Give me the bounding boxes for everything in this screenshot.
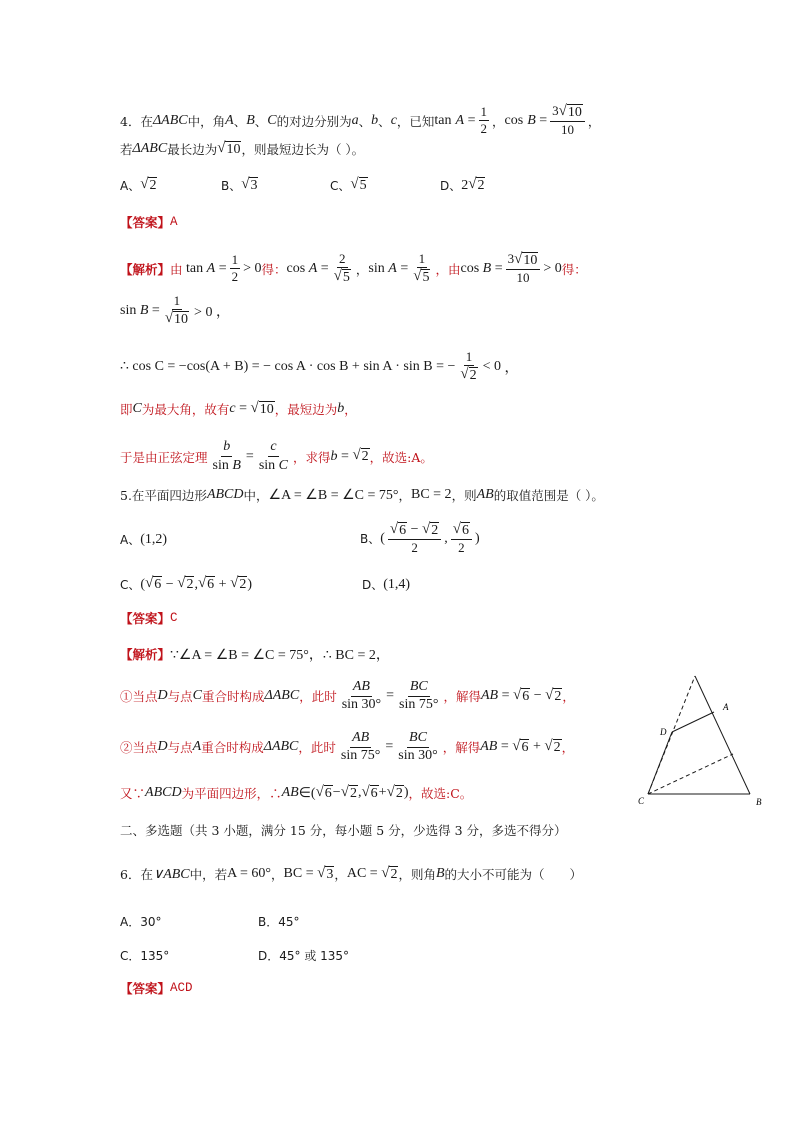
figure-label-c: C bbox=[638, 796, 645, 806]
sol-text: 得： bbox=[261, 261, 287, 277]
q4-var-a: a bbox=[351, 112, 359, 128]
q4-stem-line1: 4．在 ΔABC 中，角 A 、 B 、 C 的对边分别为 a 、 b 、 c ，已知 tan A = $\frac{1}{2}$ ， cos B = 3 √ 10 10 ， bbox=[120, 103, 601, 138]
q4-answer bbox=[120, 213, 178, 231]
q4-option-b[interactable]: B、 √ 3 bbox=[221, 176, 258, 194]
solution-label: 【解析】 bbox=[120, 261, 171, 277]
q4-text: 若 bbox=[120, 142, 133, 157]
q4-solution-line5: 于是由正弦定理 $\frac{b}{\text{sin B}}$ = $\frac{c}{\text{sin C}}$ ，求得 b = √ 2 ，故选:A。 bbox=[120, 439, 433, 473]
figure-svg bbox=[636, 670, 776, 810]
q4-var-a-upper: A bbox=[225, 112, 234, 128]
q4-var-b: b bbox=[371, 112, 379, 128]
q4-text: ，已知 bbox=[396, 113, 435, 129]
answer-value: A bbox=[170, 215, 178, 229]
q6-option-d[interactable]: D．45° 或 135° bbox=[258, 949, 350, 963]
sol-gt0: > 0 bbox=[243, 260, 262, 276]
q6-option-c[interactable]: C．135° bbox=[120, 949, 170, 963]
figure-label-a: A bbox=[723, 702, 729, 712]
q6-option-b[interactable]: B．45° bbox=[258, 915, 300, 929]
figure-label-b: B bbox=[756, 797, 762, 807]
q5-solution-final: 又∵ ABCD 为平面四边形，∴ AB ∈( √ 6 − √ 2 , √ 6 + √ 2 ) ，故选:C。 bbox=[120, 783, 473, 801]
answer-label: 【答案】 bbox=[120, 215, 171, 230]
q4-text: 最长边为 bbox=[167, 142, 218, 157]
q4-comma: ， bbox=[492, 113, 505, 129]
q5-option-a[interactable]: A、 (1,2) bbox=[120, 531, 168, 547]
q5-answer: 【答案】 C bbox=[120, 611, 178, 626]
q5-solution-case1: ①当点 D 与点 C 重合时构成 ΔABC ，此时 $\frac{AB}{\sin 30^\circ}$ = $\frac{BC}{\sin 75^\circ}$ ，解得 AB = √ 6 − √ 2 ， bbox=[120, 679, 575, 712]
q4-option-d[interactable]: D、 2 √ 2 bbox=[440, 176, 485, 194]
q4-sep: 、 bbox=[254, 113, 268, 129]
q4-solution-line2: sin B = 1 √ 10 > 0 ， bbox=[120, 293, 230, 327]
q5-option-b[interactable]: B、 ( √ 6 − √ 2 2 , √ 6 2 ) bbox=[360, 521, 480, 556]
sol-lt0: < 0 bbox=[482, 358, 502, 374]
q4-tan: tan bbox=[434, 112, 452, 128]
figure-label-d: D bbox=[660, 727, 667, 737]
q6-answer: 【答案】 ACD bbox=[120, 981, 193, 996]
q6-stem: 6．在 ∨ABC 中，若 A = 60° ， BC = √ 3 ， AC = √ 2 ，则角 B 的大小不可能为（ ） bbox=[120, 864, 583, 882]
q4-solution-line4: 即 C 为最大角，故有 c = √ 10 ，最短边为 b ， bbox=[120, 399, 357, 417]
q4-solution-line1: 【解析】 由 tan A = $\frac{1}{2}$ > 0 得： cos A = 2 √ 5 ， sin A = 1 √ 5 ，由 cos B = 3 √ 10 10 > 0 得： bbox=[120, 251, 587, 286]
q5-stem: 5.在平面四边形 ABCD 中， ∠A = ∠B = ∠C = 75° ， BC = 2 ，则 AB 的取值范围是（ ）。 bbox=[120, 487, 604, 503]
q4-stem-line2 bbox=[120, 140, 364, 158]
sol-text: 得： bbox=[561, 261, 587, 277]
sol-therefore: ∴ cos C = −cos(A + B) = − cos A · cos B + sin A · sin B = − bbox=[120, 359, 456, 375]
q5-solution-line1: 【解析】 ∵∠A = ∠B = ∠C = 75°，∴ BC = 2， bbox=[120, 647, 390, 663]
q4-var-c-upper: C bbox=[267, 112, 277, 128]
quadrilateral-figure bbox=[636, 670, 776, 813]
q4-frac-cos: 3 √ 10 10 bbox=[550, 104, 585, 137]
q4-triangle: ΔABC bbox=[152, 112, 188, 128]
q4-text: 的对边分别为 bbox=[276, 113, 352, 129]
sol-text: ，由 bbox=[435, 261, 461, 277]
q5-option-c[interactable]: C、 ( √ 6 − √ 2 , √ 6 + √ 2 ) bbox=[120, 575, 252, 593]
q4-number: 4．在 bbox=[120, 113, 153, 129]
q4-solution-line3: ∴ cos C = −cos(A + B) = − cos A · cos B + sin A · sin B = − 1 √ 2 < 0 ， bbox=[120, 349, 519, 383]
sol-text: 由 bbox=[170, 261, 183, 277]
q4-frac-tan: $\frac{1}{2}$ bbox=[480, 104, 487, 137]
q4-cos: cos bbox=[504, 112, 524, 128]
q4-triangle: ΔABC bbox=[132, 141, 168, 156]
q4-var-b-upper: B bbox=[246, 112, 255, 128]
section-title: 二、多选题（共 3 小题，满分 15 分，每小题 5 分，少选得 3 分，多选不得分） bbox=[120, 823, 567, 838]
q4-text: 中，角 bbox=[187, 113, 226, 129]
q5-solution-case2: ②当点 D 与点 A 重合时构成 ΔABC ，此时 $\frac{AB}{\sin 75^\circ}$ = $\frac{BC}{\sin 30^\circ}$ ，解得 AB = √ 6 + √ 2 ， bbox=[120, 730, 575, 763]
q4-sqrt10: √ 10 bbox=[217, 139, 241, 157]
q4-text: ，则最短边长为（ ）。 bbox=[241, 142, 365, 157]
q6-option-a[interactable]: A．30° bbox=[120, 915, 162, 929]
q4-option-a[interactable]: A、 √ 2 bbox=[120, 176, 157, 194]
q4-option-c[interactable]: C、 √ 5 bbox=[330, 176, 367, 194]
q4-var-c: c bbox=[390, 112, 397, 128]
q5-option-d[interactable]: D、 (1,4) bbox=[362, 576, 411, 592]
q4-sep: 、 bbox=[233, 113, 247, 129]
